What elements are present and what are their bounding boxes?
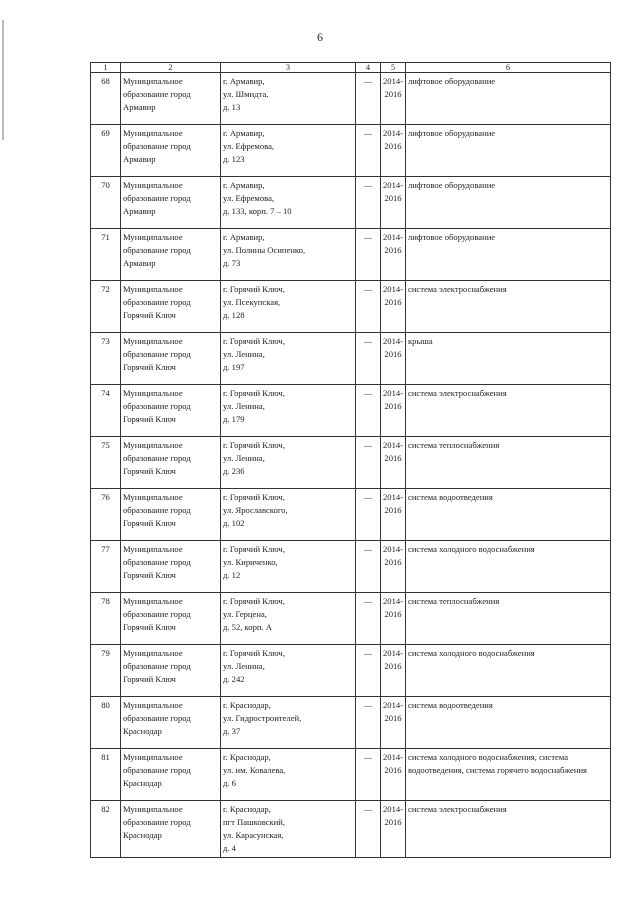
row-number-text: 79 [101,648,110,658]
period-cell-text: 2014- 2016 [383,388,404,411]
municipality-cell [121,125,221,177]
table-row [91,593,611,645]
address-cell-text: г. Горячий Ключ, ул. Псекупская, д. 128 [223,284,285,320]
work-type-cell-text: крыша [408,336,433,346]
work-type-cell-text: лифтовое оборудование [408,76,496,86]
work-type-cell [406,73,611,125]
municipality-cell-text: Муниципальное образование город Горячий Ключ [123,284,191,320]
period-cell [381,281,406,333]
table-row [91,333,611,385]
address-cell [221,697,356,749]
table-row [91,541,611,593]
row-number [91,385,121,437]
column-4-cell-text: — [363,180,373,190]
period-cell [381,177,406,229]
municipality-cell-text: Муниципальное образование город Горячий Ключ [123,544,191,580]
header-cell-6: 6 [406,63,611,73]
address-cell [221,801,356,858]
period-cell-text: 2014- 2016 [383,492,404,515]
municipality-cell-text: Муниципальное образование город Армавир [123,232,191,268]
municipality-cell [121,333,221,385]
municipality-cell [121,645,221,697]
row-number [91,593,121,645]
municipality-cell-text: Муниципальное образование город Горячий Ключ [123,440,191,476]
period-cell-text: 2014- 2016 [383,284,404,307]
row-number [91,281,121,333]
header-cell-1: 1 [91,63,121,73]
row-number [91,73,121,125]
row-number-text: 70 [101,180,110,190]
column-4-cell [356,489,381,541]
municipality-cell-text: Муниципальное образование город Краснодар [123,700,191,736]
table-row [91,125,611,177]
column-4-cell-text: — [363,336,373,346]
row-number [91,697,121,749]
municipality-cell-text: Муниципальное образование город Краснодар [123,752,191,788]
address-cell-text: г. Армавир, ул. Ефремова, д. 123 [223,128,275,164]
column-4-cell-text: — [363,544,373,554]
municipality-cell-text: Муниципальное образование город Армавир [123,180,191,216]
period-cell-text: 2014- 2016 [383,180,404,203]
work-type-cell [406,229,611,281]
work-type-cell [406,333,611,385]
table-row [91,229,611,281]
address-cell-text: г. Армавир, ул. Шмидта, д. 13 [223,76,269,112]
header-cell-5: 5 [381,63,406,73]
period-cell [381,489,406,541]
work-type-cell-text: система электроснабжения [408,284,507,294]
column-4-cell-text: — [363,440,373,450]
table-row [91,489,611,541]
column-4-cell-text: — [363,284,373,294]
address-cell-text: г. Армавир, ул. Полины Осипенко, д. 73 [223,232,306,268]
address-cell-text: г. Краснодар, ул. им. Ковалева, д. 6 [223,752,286,788]
column-4-cell-text: — [363,388,373,398]
work-type-cell [406,593,611,645]
column-4-cell-text: — [363,128,373,138]
header-cell-4: 4 [356,63,381,73]
work-type-cell [406,541,611,593]
column-4-cell [356,333,381,385]
row-number-text: 73 [101,336,110,346]
registry-table [90,62,611,858]
row-number [91,645,121,697]
period-cell [381,437,406,489]
period-cell [381,541,406,593]
column-4-cell-text: — [363,804,373,814]
row-number-text: 78 [101,596,110,606]
table-row [91,385,611,437]
column-4-cell [356,125,381,177]
header-row [91,63,611,73]
address-cell [221,489,356,541]
period-cell-text: 2014- 2016 [383,648,404,671]
row-number [91,489,121,541]
header-cell-3: 3 [221,63,356,73]
municipality-cell [121,749,221,801]
municipality-cell [121,541,221,593]
municipality-cell-text: Муниципальное образование город Горячий Ключ [123,388,191,424]
row-number [91,749,121,801]
work-type-cell-text: лифтовое оборудование [408,128,496,138]
row-number [91,333,121,385]
column-4-cell-text: — [363,752,373,762]
work-type-cell-text: система водоотведения [408,492,493,502]
period-cell [381,749,406,801]
address-cell [221,125,356,177]
work-type-cell-text: система электроснабжения [408,804,507,814]
row-number-text: 71 [101,232,110,242]
address-cell-text: г. Горячий Ключ, ул. Кириченко, д. 12 [223,544,285,580]
table-row [91,801,611,858]
address-cell-text: г. Горячий Ключ, ул. Ленина, д. 242 [223,648,285,684]
municipality-cell-text: Муниципальное образование город Горячий Ключ [123,596,191,632]
table-row [91,437,611,489]
row-number [91,177,121,229]
column-4-cell [356,541,381,593]
work-type-cell [406,177,611,229]
address-cell-text: г. Горячий Ключ, ул. Ленина, д. 179 [223,388,285,424]
row-number-text: 75 [101,440,110,450]
row-number-text: 74 [101,388,110,398]
table-row [91,645,611,697]
address-cell [221,73,356,125]
row-number [91,125,121,177]
address-cell [221,177,356,229]
address-cell-text: г. Армавир, ул. Ефремова, д. 133, корп. 7 – 10 [223,180,292,216]
period-cell [381,645,406,697]
address-cell-text: г. Горячий Ключ, ул. Ярославского, д. 102 [223,492,288,528]
address-cell [221,541,356,593]
period-cell-text: 2014- 2016 [383,128,404,151]
address-cell-text: г. Краснодар, ул. Гидростроителей, д. 37 [223,700,302,736]
table-row [91,749,611,801]
work-type-cell-text: лифтовое оборудование [408,180,496,190]
period-cell-text: 2014- 2016 [383,232,404,255]
row-number [91,801,121,858]
work-type-cell [406,749,611,801]
period-cell [381,229,406,281]
column-4-cell-text: — [363,492,373,502]
municipality-cell-text: Муниципальное образование город Горячий Ключ [123,648,191,684]
address-cell [221,749,356,801]
period-cell [381,333,406,385]
column-4-cell [356,749,381,801]
municipality-cell-text: Муниципальное образование город Горячий Ключ [123,336,191,372]
table-row [91,697,611,749]
work-type-cell-text: система теплоснабжения [408,596,500,606]
work-type-cell [406,281,611,333]
row-number-text: 76 [101,492,110,502]
period-cell-text: 2014- 2016 [383,336,404,359]
period-cell [381,801,406,858]
work-type-cell-text: система холодного водоснабжения, система водоотведения, система горячего водоснабжения [408,752,587,775]
row-number-text: 69 [101,128,110,138]
period-cell-text: 2014- 2016 [383,544,404,567]
work-type-cell [406,697,611,749]
row-number-text: 80 [101,700,110,710]
column-4-cell [356,645,381,697]
column-4-cell [356,229,381,281]
work-type-cell-text: лифтовое оборудование [408,232,496,242]
work-type-cell [406,125,611,177]
municipality-cell [121,385,221,437]
work-type-cell [406,645,611,697]
address-cell-text: г. Горячий Ключ, ул. Ленина, д. 197 [223,336,285,372]
table-row [91,177,611,229]
address-cell [221,437,356,489]
row-number-text: 81 [101,752,110,762]
work-type-cell [406,437,611,489]
period-cell [381,125,406,177]
municipality-cell [121,73,221,125]
row-number [91,541,121,593]
column-4-cell-text: — [363,76,373,86]
municipality-cell-text: Муниципальное образование город Армавир [123,128,191,164]
municipality-cell [121,489,221,541]
row-number [91,229,121,281]
period-cell-text: 2014- 2016 [383,440,404,463]
municipality-cell-text: Муниципальное образование город Горячий Ключ [123,492,191,528]
period-cell-text: 2014- 2016 [383,76,404,99]
address-cell-text: г. Горячий Ключ, ул. Ленина, д. 236 [223,440,285,476]
column-4-cell [356,697,381,749]
address-cell-text: г. Горячий Ключ, ул. Герцена, д. 52, корп. А [223,596,285,632]
municipality-cell [121,177,221,229]
table-row [91,281,611,333]
column-4-cell [356,801,381,858]
work-type-cell [406,801,611,858]
address-cell [221,593,356,645]
column-4-cell-text: — [363,700,373,710]
period-cell [381,697,406,749]
row-number-text: 82 [101,804,110,814]
column-4-cell-text: — [363,648,373,658]
address-cell-text: г. Краснодар, пгт Пашковский, ул. Карасунская, д. 4 [223,804,286,853]
work-type-cell [406,385,611,437]
column-4-cell [356,385,381,437]
row-number [91,437,121,489]
work-type-cell-text: система холодного водоснабжения [408,648,535,658]
municipality-cell [121,437,221,489]
address-cell [221,333,356,385]
period-cell [381,593,406,645]
work-type-cell [406,489,611,541]
period-cell-text: 2014- 2016 [383,700,404,723]
row-number-text: 68 [101,76,110,86]
period-cell-text: 2014- 2016 [383,804,404,827]
table-row [91,73,611,125]
work-type-cell-text: система водоотведения [408,700,493,710]
page-number: 6 [317,30,323,44]
period-cell [381,385,406,437]
column-4-cell [356,281,381,333]
address-cell [221,229,356,281]
municipality-cell [121,801,221,858]
municipality-cell-text: Муниципальное образование город Краснодар [123,804,191,840]
period-cell-text: 2014- 2016 [383,596,404,619]
column-4-cell [356,593,381,645]
column-4-cell [356,177,381,229]
address-cell [221,281,356,333]
municipality-cell [121,281,221,333]
municipality-cell [121,593,221,645]
municipality-cell [121,697,221,749]
column-4-cell-text: — [363,232,373,242]
row-number-text: 72 [101,284,110,294]
column-4-cell [356,73,381,125]
work-type-cell-text: система холодного водоснабжения [408,544,535,554]
period-cell-text: 2014- 2016 [383,752,404,775]
work-type-cell-text: система теплоснабжения [408,440,500,450]
header-cell-2: 2 [121,63,221,73]
column-4-cell-text: — [363,596,373,606]
column-4-cell [356,437,381,489]
work-type-cell-text: система электроснабжения [408,388,507,398]
row-number-text: 77 [101,544,110,554]
period-cell [381,73,406,125]
address-cell [221,385,356,437]
municipality-cell-text: Муниципальное образование город Армавир [123,76,191,112]
municipality-cell [121,229,221,281]
address-cell [221,645,356,697]
